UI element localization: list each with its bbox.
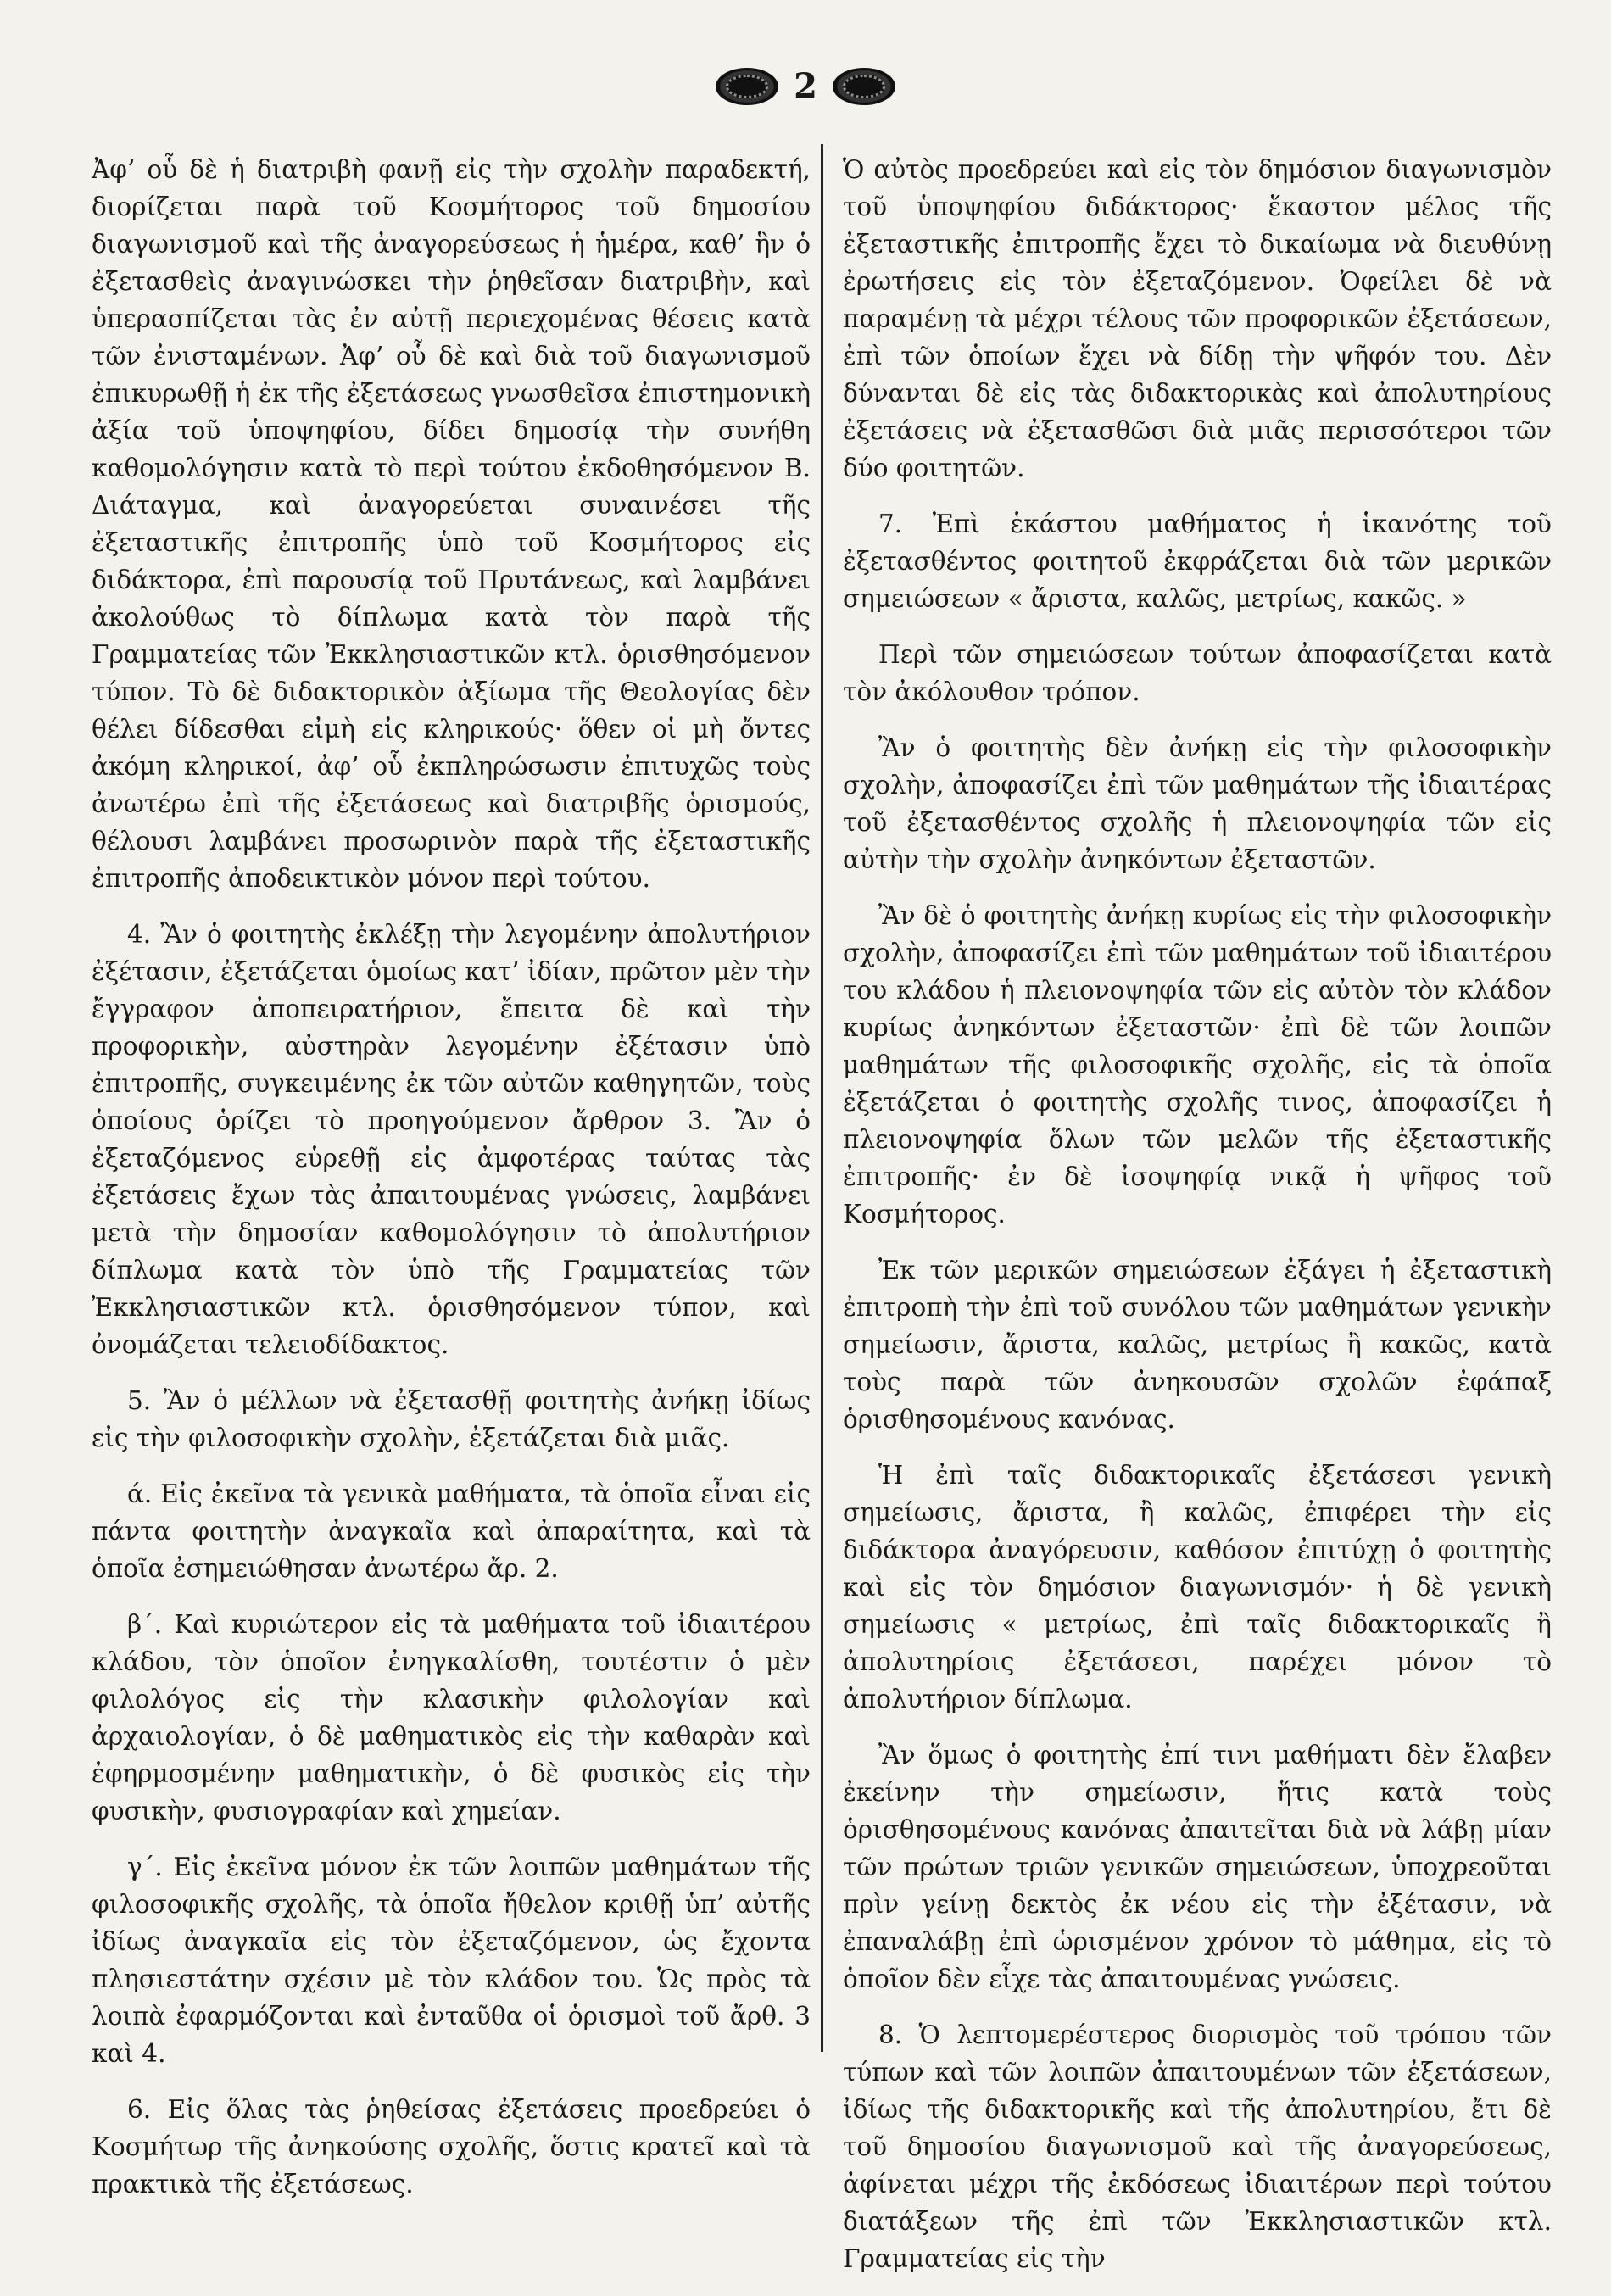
- paragraph: 7. Ἐπὶ ἑκάστου μαθήματος ἡ ἱκανότης τοῦ ἐξετασθέντος φοιτητοῦ ἐκφράζεται διὰ τῶν μερικῶν σημειώσεων « ἄριστα, καλῶς, μετρίως, κακῶς. »: [843, 510, 1552, 613]
- right-column: [843, 151, 1552, 2296]
- paragraph: Ἡ ἐπὶ ταῖς διδακτορικαῖς ἐξετάσεσι γενικὴ σημείωσις, ἄριστα, ἢ καλῶς, ἐπιφέρει τὴν εἰς διδάκτορα ἀναγόρευσιν, καθόσον ἐπιτύχῃ ὁ φοιτητὴς καὶ εἰς τὸν δημόσιον διαγωνισμόν· ἡ δὲ γενικὴ σημείωσις « μετρίως, ἐπὶ ταῖς διδακτορικαῖς ἢ ἀπολυτηρίοις ἐξετάσεσι, παρέχει μόνον τὸ ἀπολυτήριον δίπλωμα.: [843, 1461, 1552, 1714]
- page-number: 2: [794, 66, 817, 106]
- paragraph: 6. Εἰς ὅλας τὰς ῥηθείσας ἐξετάσεις προεδρεύει ὁ Κοσμήτωρ τῆς ἀνηκούσης σχολῆς, ὅστις κρατεῖ καὶ τὰ πρακτικὰ τῆς ἐξετάσεως.: [92, 2095, 811, 2198]
- paragraph: Ἀφ’ οὗ δὲ ἡ διατριβὴ φανῇ εἰς τὴν σχολὴν παραδεκτή, διορίζεται παρὰ τοῦ Κοσμήτορος τοῦ δημοσίου διαγωνισμοῦ καὶ τῆς ἀναγορεύσεως ἡ ἡμέρα, καθ’ ἣν ὁ ἐξετασθεὶς ἀναγινώσκει τὴν ῥηθεῖσαν διατριβὴν, καὶ ὑπερασπίζεται τὰς ἐν αὐτῇ περιεχομένας θέσεις κατὰ τῶν ἐνισταμένων. Ἀφ’ οὗ δὲ καὶ διὰ τοῦ διαγωνισμοῦ ἐπικυρωθῇ ἡ ἐκ τῆς ἐξετάσεως γνωσθεῖσα ἐπιστημονικὴ ἀξία τοῦ ὑποψηφίου, δίδει δημοσίᾳ τὴν συνήθη καθομολόγησιν κατὰ τὸ περὶ τούτου ἐκδοθησόμενον Β. Διάταγμα, καὶ ἀναγορεύεται συναινέσει τῆς ἐξεταστικῆς ἐπιτροπῆς ὑπὸ τοῦ Κοσμήτορος εἰς διδάκτορα, ἐπὶ παρουσίᾳ τοῦ Πρυτάνεως, καὶ λαμβάνει ἀκολούθως τὸ δίπλωμα κατὰ τὸν παρὰ τῆς Γραμματείας τῶν Ἐκκλησιαστικῶν κτλ. ὁρισθησόμενον τύπον. Τὸ δὲ διδακτορικὸν ἀξίωμα τῆς Θεολογίας δὲν θέλει δίδεσθαι εἰμὴ εἰς κληρικούς· ὅθεν οἱ μὴ ὄντες ἀκόμη κληρικοί, ἀφ’ οὗ ἐκπληρώσωσιν ἐπιτυχῶς τοὺς ἀνωτέρω ἐπὶ τῆς ἐξετάσεως καὶ διατριβῆς ὁρισμούς, θέλουσι λαμβάνει προσωρινὸν παρὰ τῆς ἐξεταστικῆς ἐπιτροπῆς ἀποδεικτικὸν μόνον περὶ τούτου.: [92, 155, 811, 893]
- left-ornament-icon: [716, 68, 778, 105]
- paragraph: 8. Ὁ λεπτομερέστερος διορισμὸς τοῦ τρόπου τῶν τύπων καὶ τῶν λοιπῶν ἀπαιτουμένων τῶν ἐξετάσεων, ἰδίως τῆς διδακτορικῆς καὶ τῆς ἀπολυτηρίου, ἔτι δὲ τοῦ δημοσίου διαγωνισμοῦ καὶ τῆς ἀναγορεύσεως, ἀφίνεται μέχρι τῆς ἐκδόσεως ἰδιαιτέρων περὶ τούτου διατάξεων τῆς ἐπὶ τῶν Ἐκκλησιαστικῶν κτλ. Γραμματείας εἰς τὴν: [843, 2020, 1552, 2273]
- paragraph: Ἂν ὁ φοιτητὴς δὲν ἀνήκῃ εἰς τὴν φιλοσοφικὴν σχολὴν, ἀποφασίζει ἐπὶ τῶν μαθημάτων τῆς ἰδιαιτέρας τοῦ ἐξετασθέντος σχολῆς ἡ πλειονοψηφία τῶν εἰς αὐτὴν τὴν σχολὴν ἀνηκόντων ἐξεταστῶν.: [843, 733, 1552, 874]
- paragraph: Ἐκ τῶν μερικῶν σημειώσεων ἐξάγει ἡ ἐξεταστικὴ ἐπιτροπὴ τὴν ἐπὶ τοῦ συνόλου τῶν μαθημάτων γενικὴν σημείωσιν, ἄριστα, καλῶς, μετρίως ἢ κακῶς, κατὰ τοὺς παρὰ τῶν ἀνηκουσῶν σχολῶν ἐφάπαξ ὁρισθησομένους κανόνας.: [843, 1256, 1552, 1434]
- column-divider: [821, 144, 823, 2052]
- paragraph: Ὁ αὐτὸς προεδρεύει καὶ εἰς τὸν δημόσιον διαγωνισμὸν τοῦ ὑποψηφίου διδάκτορος· ἕκαστον μέλος τῆς ἐξεταστικῆς ἐπιτροπῆς ἔχει τὸ δικαίωμα νὰ διευθύνῃ ἐρωτήσεις εἰς τὸν ἐξεταζόμενον. Ὀφείλει δὲ νὰ παραμένῃ τὰ μέχρι τέλους τῶν προφορικῶν ἐξετάσεων, ἐπὶ τῶν ὁποίων ἔχει νὰ δίδῃ τὴν ψῆφόν του. Δὲν δύνανται δὲ εἰς τὰς διδακτορικὰς καὶ ἀπολυτηρίους ἐξετάσεις νὰ ἐξετασθῶσι διὰ μιᾶς περισσότεροι τῶν δύο φοιτητῶν.: [843, 155, 1552, 482]
- right-ornament-icon: [833, 68, 895, 105]
- paragraph: Περὶ τῶν σημειώσεων τούτων ἀποφασίζεται κατὰ τὸν ἀκόλουθον τρόπον.: [843, 640, 1552, 706]
- page-header: [0, 66, 1611, 106]
- paragraph: 5. Ἂν ὁ μέλλων νὰ ἐξετασθῇ φοιτητὴς ἀνήκῃ ἰδίως εἰς τὴν φιλοσοφικὴν σχολὴν, ἐξετάζεται διὰ μιᾶς.: [92, 1386, 811, 1452]
- paragraph: Ἂν δὲ ὁ φοιτητὴς ἀνήκῃ κυρίως εἰς τὴν φιλοσοφικὴν σχολὴν, ἀποφασίζει ἐπὶ τῶν μαθημάτων τοῦ ἰδιαιτέρου του κλάδου ἡ πλειονοψηφία τῶν εἰς αὐτὸν τὸν κλάδον κυρίως ἀνηκόντων ἐξεταστῶν· ἐπὶ δὲ τῶν λοιπῶν μαθημάτων τῆς φιλοσοφικῆς σχολῆς, εἰς τὰ ὁποῖα ἐξετάζεται ὁ φοιτητὴς σχολῆς τινος, ἀποφασίζει ἡ πλειονοψηφία ὅλων τῶν μελῶν τῆς ἐξεταστικῆς ἐπιτροπῆς· ἐν δὲ ἰσοψηφίᾳ νικᾷ ἡ ψῆφος τοῦ Κοσμήτορος.: [843, 901, 1552, 1229]
- paragraph: β΄. Καὶ κυριώτερον εἰς τὰ μαθήματα τοῦ ἰδιαιτέρου κλάδου, τὸν ὁποῖον ἐνηγκαλίσθη, τουτέστιν ὁ μὲν φιλολόγος εἰς τὴν κλασικὴν φιλολογίαν καὶ ἀρχαιολογίαν, ὁ δὲ μαθηματικὸς εἰς τὴν καθαρὰν καὶ ἐφηρμοσμένην μαθηματικὴν, ὁ δὲ φυσικὸς εἰς τὴν φυσικὴν, φυσιογραφίαν καὶ χημείαν.: [92, 1610, 811, 1825]
- left-column: [92, 151, 811, 2221]
- paragraph: 4. Ἂν ὁ φοιτητὴς ἐκλέξῃ τὴν λεγομένην ἀπολυτήριον ἐξέτασιν, ἐξετάζεται ὁμοίως κατ’ ἰδίαν, πρῶτον μὲν τὴν ἔγγραφον ἀποπειρατήριον, ἔπειτα δὲ καὶ τὴν προφορικὴν, αὐστηρὰν λεγομένην ἐξέτασιν ὑπὸ ἐπιτροπῆς, συγκειμένης ἐκ τῶν αὐτῶν καθηγητῶν, τοὺς ὁποίους ὁρίζει τὸ προηγούμενον ἄρθρον 3. Ἂν ὁ ἐξεταζόμενος εὑρεθῇ εἰς ἀμφοτέρας ταύτας τὰς ἐξετάσεις ἔχων τὰς ἀπαιτουμένας γνώσεις, λαμβάνει μετὰ τὴν δημοσίαν καθομολόγησιν τὸ ἀπολυτήριον δίπλωμα κατὰ τὸν ὑπὸ τῆς Γραμματείας τῶν Ἐκκλησιαστικῶν κτλ. ὁρισθησόμενον τύπον, καὶ ὀνομάζεται τελειοδίδακτος.: [92, 920, 811, 1359]
- paragraph: ά. Εἰς ἐκεῖνα τὰ γενικὰ μαθήματα, τὰ ὁποῖα εἶναι εἰς πάντα φοιτητὴν ἀναγκαῖα καὶ ἀπαραίτητα, καὶ τὰ ὁποῖα ἐσημειώθησαν ἀνωτέρω ἄρ. 2.: [92, 1480, 811, 1583]
- paragraph: Ἂν ὅμως ὁ φοιτητὴς ἐπί τινι μαθήματι δὲν ἔλαβεν ἐκείνην τὴν σημείωσιν, ἥτις κατὰ τοὺς ὁρισθησομένους κανόνας ἀπαιτεῖται διὰ νὰ λάβῃ μίαν τῶν πρώτων τριῶν γενικῶν σημειώσεων, ὑποχρεοῦται πρὶν γείνῃ δεκτὸς ἐκ νέου εἰς τὴν ἐξέτασιν, νὰ ἐπαναλάβῃ ἐπὶ ὡρισμένον χρόνον τὸ μάθημα, εἰς τὸ ὁποῖον δὲν εἶχε τὰς ἀπαιτουμένας γνώσεις.: [843, 1741, 1552, 1993]
- paragraph: γ΄. Εἰς ἐκεῖνα μόνον ἐκ τῶν λοιπῶν μαθημάτων τῆς φιλοσοφικῆς σχολῆς, τὰ ὁποῖα ἤθελον κριθῇ ὑπ’ αὐτῆς ἰδίως ἀναγκαῖα εἰς τὸν ἐξεταζόμενον, ὡς ἔχοντα πλησιεστάτην σχέσιν μὲ τὸν κλάδον του. Ὡς πρὸς τὰ λοιπὰ ἐφαρμόζονται καὶ ἐνταῦθα οἱ ὁρισμοὶ τοῦ ἄρθ. 3 καὶ 4.: [92, 1853, 811, 2068]
